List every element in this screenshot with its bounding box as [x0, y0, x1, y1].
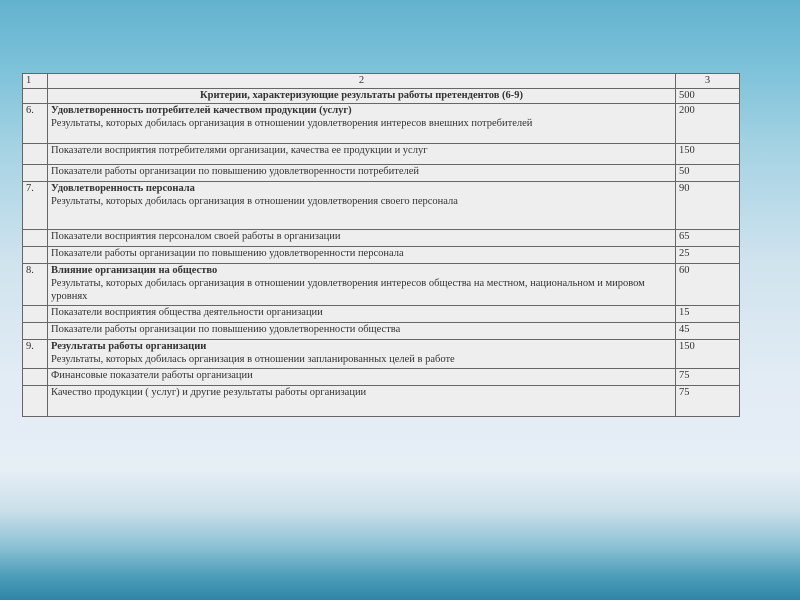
section-row [23, 104, 740, 144]
section-description: Результаты, которых добилась организация в отношении удовлетворения интересов общества на местном, национальном и мировом уровнях [51, 278, 645, 302]
section-title: Удовлетворенность персонала [51, 183, 195, 194]
section-number: 7. [23, 182, 48, 230]
indicator-points: 75 [676, 386, 740, 417]
section-points: 200 [676, 104, 740, 144]
indicator-row [23, 369, 740, 386]
indicator-row [23, 144, 740, 165]
section-title: Удовлетворенность потребителей качеством продукции (услуг) [51, 105, 352, 116]
indicator-points: 150 [676, 144, 740, 165]
section-row [23, 340, 740, 369]
section-title: Влияние организации на общество [51, 265, 218, 276]
indicator-label: Показатели работы организации по повышению удовлетворенности персонала [48, 247, 676, 264]
section-row [23, 264, 740, 306]
column-number-row [23, 74, 740, 89]
section-number: 6. [23, 104, 48, 144]
section-content [48, 340, 676, 369]
col-number-3: 3 [676, 74, 740, 89]
summary-label: Критерии, характеризующие результаты работы претендентов (6-9) [48, 89, 676, 104]
section-number: 8. [23, 264, 48, 306]
section-points: 90 [676, 182, 740, 230]
indicator-label: Финансовые показатели работы организации [48, 369, 676, 386]
section-row [23, 182, 740, 230]
summary-row [23, 89, 740, 104]
section-description: Результаты, которых добилась организация в отношении удовлетворения интересов внешних потребителей [51, 118, 533, 129]
section-points: 150 [676, 340, 740, 369]
indicator-row [23, 230, 740, 247]
indicator-row [23, 386, 740, 417]
indicator-points: 50 [676, 165, 740, 182]
col-number-2: 2 [48, 74, 676, 89]
section-content [48, 264, 676, 306]
indicator-row [23, 323, 740, 340]
indicator-points: 15 [676, 306, 740, 323]
indicator-points: 75 [676, 369, 740, 386]
indicator-label: Показатели восприятия потребителями организации, качества ее продукции и услуг [48, 144, 676, 165]
criteria-table [22, 73, 740, 417]
section-title: Результаты работы организации [51, 341, 207, 352]
indicator-points: 65 [676, 230, 740, 247]
indicator-row [23, 247, 740, 264]
summary-num [23, 89, 48, 104]
indicator-label: Показатели работы организации по повышению удовлетворенности общества [48, 323, 676, 340]
indicator-points: 25 [676, 247, 740, 264]
col-number-1: 1 [23, 74, 48, 89]
section-description: Результаты, которых добилась организация в отношении удовлетворения своего персонала [51, 196, 458, 207]
summary-points: 500 [676, 89, 740, 104]
indicator-label: Показатели работы организации по повышению удовлетворенности потребителей [48, 165, 676, 182]
indicator-points: 45 [676, 323, 740, 340]
section-points: 60 [676, 264, 740, 306]
indicator-label: Показатели восприятия общества деятельности организации [48, 306, 676, 323]
section-number: 9. [23, 340, 48, 369]
indicator-label: Показатели восприятия персоналом своей работы в организации [48, 230, 676, 247]
section-content [48, 182, 676, 230]
section-content [48, 104, 676, 144]
indicator-row [23, 165, 740, 182]
indicator-row [23, 306, 740, 323]
indicator-label: Качество продукции ( услуг) и другие результаты работы организации [48, 386, 676, 417]
section-description: Результаты, которых добилась организация в отношении запланированных целей в работе [51, 354, 455, 365]
